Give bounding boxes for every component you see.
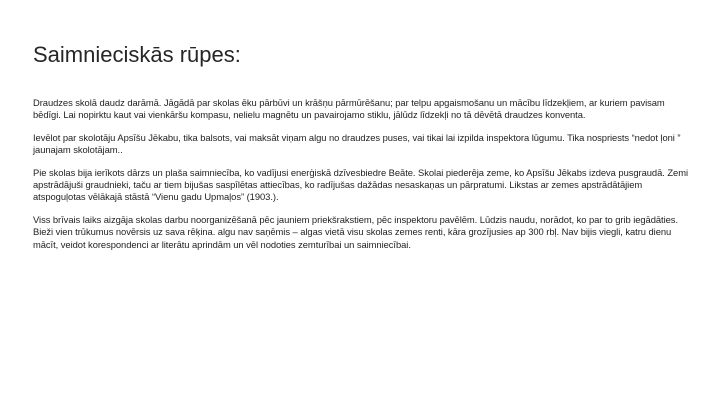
slide-title: Saimnieciskās rūpes: (33, 42, 241, 67)
slide-body (33, 97, 688, 261)
body-paragraph-4: Viss brīvais laiks aizgāja skolas darbu noorganizēšanā pēc jauniem priekšrakstiem, pēc inspektoru pavēlēm. Lūdzis naudu, norādot, ko par to grib iegādāties. Bieži vien trūkumus novērsis uz sava rēķina. algu nav saņēmis – algas vietā visu skolas zemes renti, kāra grozījusies ap 300 rbļ. Nav bijis viegli, katru dienu mācīt, veidot korespondenci ar literātu aprindām un vēl nodoties zemturībai un saimniecībai. (33, 213, 678, 250)
body-paragraph-2: Ievēlot par skolotāju Apsīšu Jēkabu, tika balsots, vai maksāt viņam algu no draudzes puses, vai tikai lai izpilda inspektora lūgumu. Tika nospriests “nedot ļoni ” jaunajam skolotājam.. (33, 131, 681, 156)
body-paragraph-1: Draudzes skolā daudz darāmā. Jāgādā par skolas ēku pārbūvi un krāšņu pārmūrēšanu; par telpu apgaismošanu un mācību līdzekļiem, ar kuriem pavisam bēdīgi. Lai nopirktu kaut vai vienkāršu kompasu, nelielu magnētu un pavairojamo stiklu, jālūdz līdzekļi no tā dēvētā draudzes konventa. (33, 97, 665, 121)
body-paragraph-3: Pie skolas bija ierīkots dārzs un plaša saimniecība, ko vadījusi enerģiskā dzīvesbiedre Beāte. Skolai piederēja zeme, ko Apsīšu Jēkabs izdeva pusgraudā. Zemi apstrādājuši graudnieki, taču ar tiem bijušas saspīlētas attiecības, ko radījušas dažādas nesaskaņas un pārpratumi. Likstas ar zemes apstrādātājiem atspoguļotas vēlākajā stāstā “Vienu gadu Upmaļos” (1903.). (33, 166, 689, 203)
